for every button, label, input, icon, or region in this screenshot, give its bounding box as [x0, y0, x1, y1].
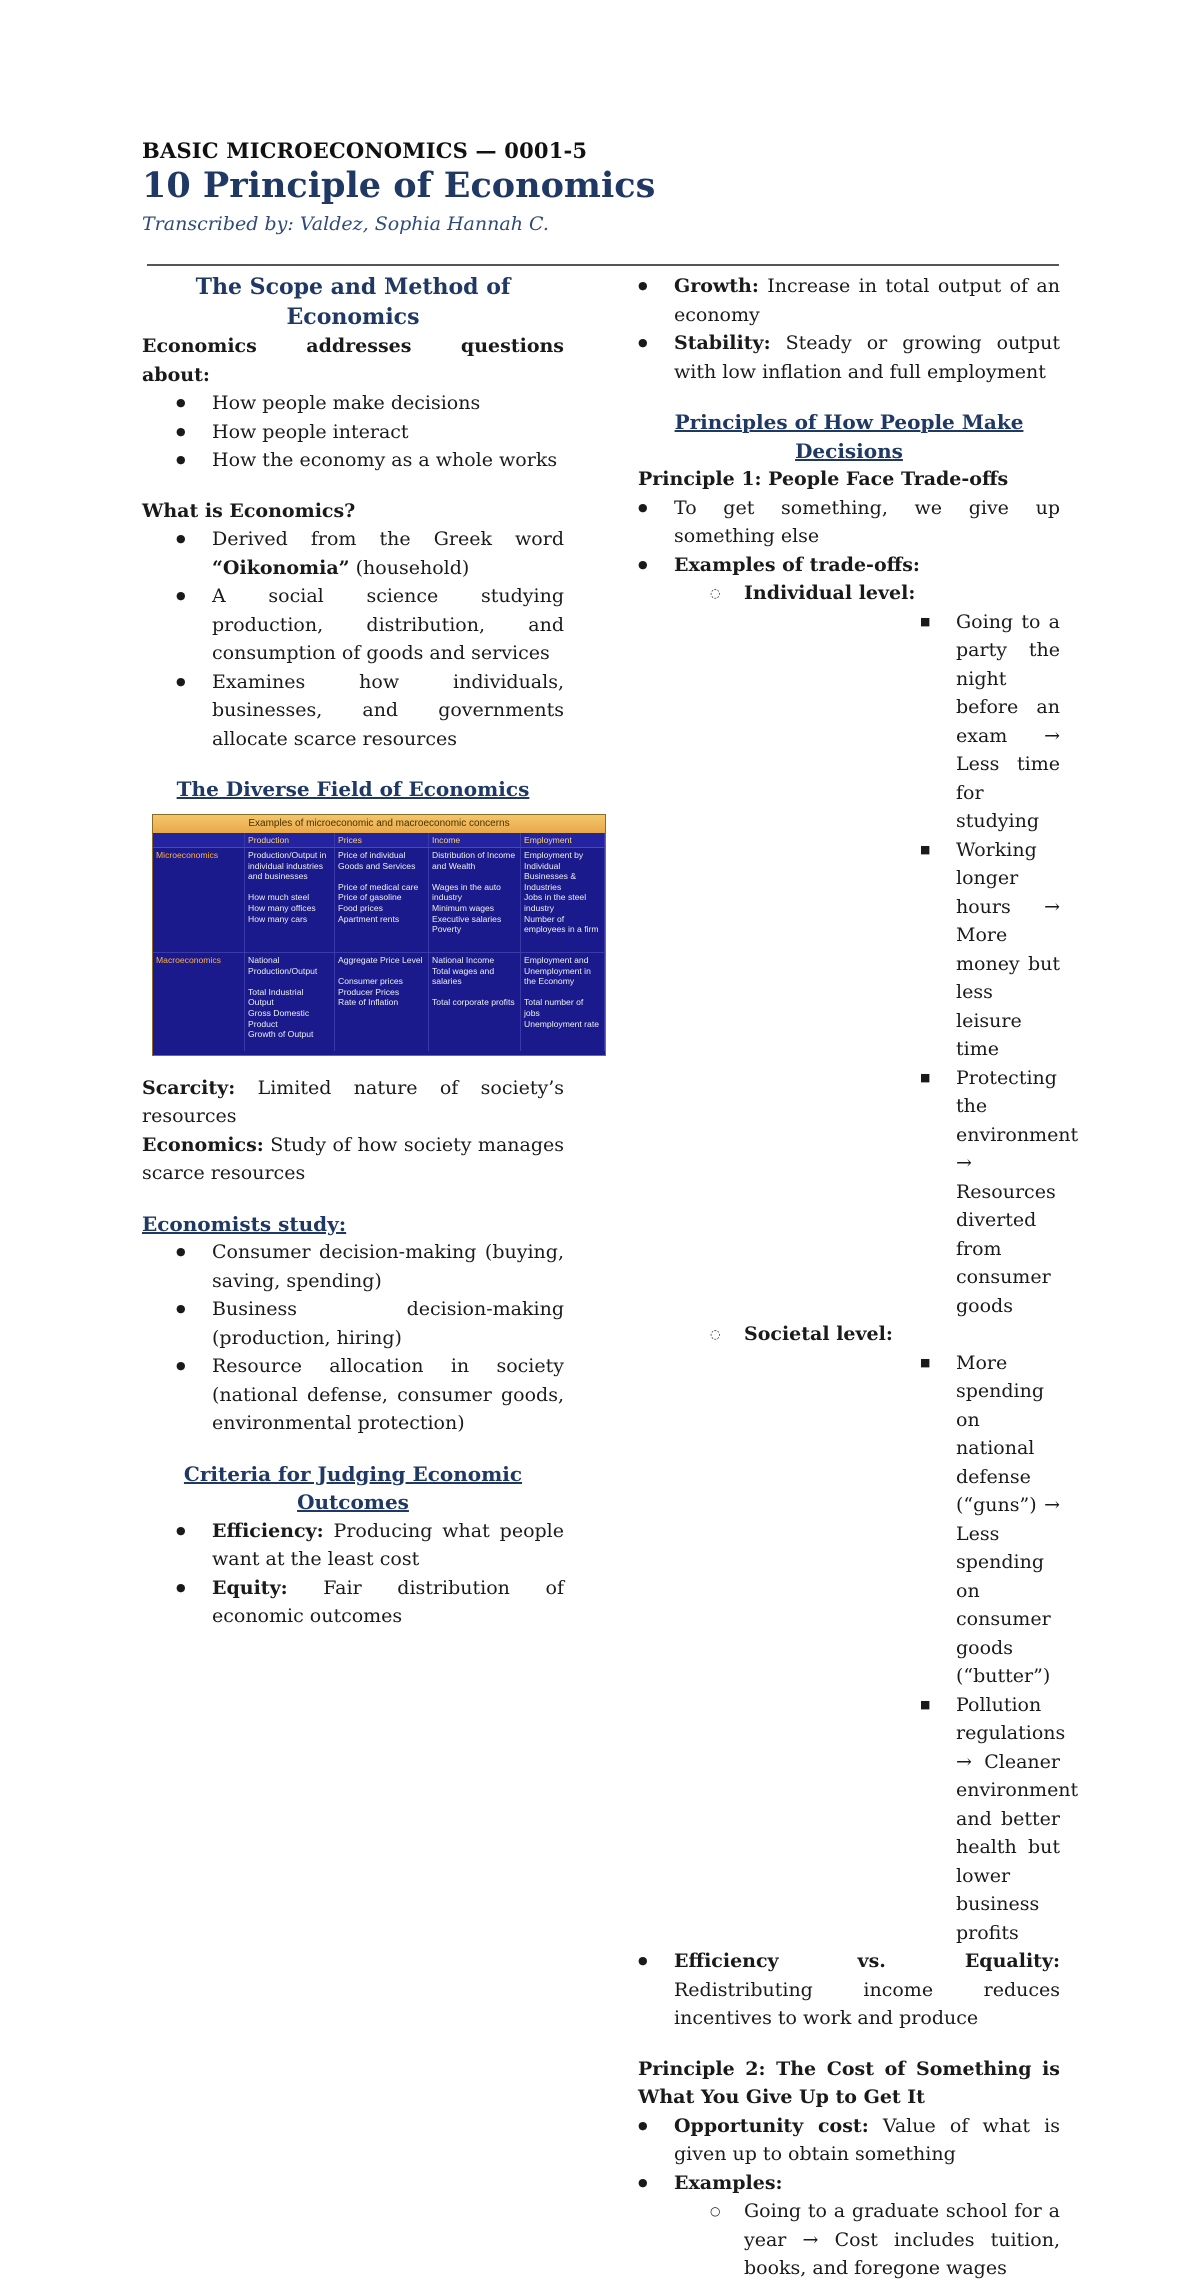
list-item: ■ Pollution regulations → Cleaner environment and better health but lower business profits [884, 1691, 1060, 1948]
figure-cell: National Income Total wages and salaries Total corporate profits [429, 953, 521, 1051]
questions-list [142, 389, 564, 475]
principle-2-title: Principle 2: The Cost of Something is What You Give Up to Get It [638, 2057, 1060, 2108]
figure-header-cell [153, 833, 245, 849]
list-item [604, 2112, 1060, 2169]
header-divider [147, 264, 1059, 266]
figure-cell: Employment and Unemployment in the Economy Total number of jobs Unemployment rate [521, 953, 605, 1051]
list-item [604, 551, 1060, 580]
efficiency-equality-text: Redistributing income reduces incentives to work and produce [674, 1978, 1060, 2029]
figure-header-cell: Income [429, 833, 521, 849]
figure-header-cell: Production [245, 833, 335, 849]
figure-table [153, 833, 605, 1052]
course-title: BASIC MICROECONOMICS — 0001-5 [142, 138, 588, 163]
transcriber-line: Transcribed by: Valdez, Sophia Hannah C. [142, 213, 549, 235]
diverse-field-heading[interactable]: The Diverse Field of Economics [176, 777, 530, 801]
societal-level-label: Societal level: [744, 1323, 893, 1345]
figure-cell: Distribution of Income and Wealth Wages in the auto industry Minimum wages Executive salaries Poverty [429, 848, 521, 953]
definition-list [142, 525, 564, 753]
figure-header-cell: Prices [335, 833, 429, 849]
economics-text: Study of how society manages scarce resources [142, 1133, 564, 1184]
people-decisions-line-1: Principles of How People Make [674, 410, 1024, 434]
principle-1-list [604, 494, 1060, 580]
economics-concerns-figure [152, 814, 606, 1056]
scope-heading [142, 272, 564, 332]
criteria-list-continued [604, 272, 1060, 386]
figure-header-cell: Employment [521, 833, 605, 849]
figure-row-label: Macroeconomics [153, 953, 245, 1051]
efficiency-text: Producing what people want at the least cost [212, 1519, 564, 1570]
figure-cell: Price of individual Goods and Services Price of medical care Price of gasoline Food prices Apartment rents [335, 848, 429, 953]
list-item: ■ More spending on national defense (“guns”) → Less spending on consumer goods (“butter”) [884, 1349, 1060, 1691]
list-item: ● How the economy as a whole works [142, 446, 564, 475]
list-item: ● Examines how individuals, businesses, and governments allocate scarce resources [142, 668, 564, 754]
figure-caption: Examples of microeconomic and macroeconomic concerns [153, 815, 605, 833]
left-column [142, 272, 599, 1631]
page-title: 10 Principle of Economics [142, 165, 656, 206]
economics-definition [142, 1131, 564, 1188]
principle-1-title: Principle 1: People Face Trade-offs [638, 468, 1009, 490]
list-item [604, 2169, 1060, 2198]
criteria-heading[interactable] [142, 1460, 564, 1517]
criteria-list [142, 1517, 564, 1631]
economists-study-heading[interactable]: Economists study: [142, 1211, 347, 1236]
list-item [604, 1947, 1060, 2033]
addresses-line-1: Economics addresses questions [142, 335, 564, 357]
list-item [604, 1320, 1060, 1349]
efficiency-label: Efficiency: [212, 1519, 324, 1542]
principle-1-list-continued [604, 1947, 1060, 2033]
list-item: ● How people make decisions [142, 389, 564, 418]
scope-heading-line-2: Economics [286, 304, 420, 330]
list-item [604, 579, 1060, 608]
criteria-heading-line-2: Outcomes [297, 1490, 409, 1514]
scarcity-definition [142, 1074, 564, 1131]
equity-label: Equity: [212, 1576, 288, 1599]
study-list [142, 1238, 564, 1438]
list-item [604, 272, 1060, 329]
list-item: ● Business decision-making (production, hiring) [142, 1295, 564, 1352]
individual-level-label: Individual level: [744, 582, 916, 604]
list-item: ■ Working longer hours → More money but less leisure time [884, 836, 1060, 1064]
right-column [638, 272, 1079, 2283]
figure-cell: Employment by Individual Businesses & Industries Jobs in the steel industry Number of employees in a firm [521, 848, 605, 953]
scarcity-label: Scarcity: [142, 1076, 236, 1099]
opportunity-cost-text: Value of what is given up to obtain something [674, 2114, 1060, 2165]
document-header [142, 138, 1062, 235]
individual-level-list [744, 608, 1079, 1321]
list-item [142, 1574, 564, 1631]
what-is-heading: What is Economics? [142, 499, 356, 522]
list-item: ● Consumer decision-making (buying, saving, spending) [142, 1238, 564, 1295]
figure-row-label: Microeconomics [153, 848, 245, 953]
societal-level-list [744, 1349, 1079, 1948]
tradeoff-levels [604, 579, 1060, 608]
stability-label: Stability: [674, 332, 771, 354]
list-item [142, 1517, 564, 1574]
growth-text: Increase in total output of an economy [674, 275, 1060, 326]
list-item: ● Resource allocation in society (national defense, consumer goods, environmental protection) [142, 1352, 564, 1438]
examples-list [604, 2197, 1060, 2283]
oikonomia-term: “Oikonomia” [212, 556, 350, 579]
list-item: ● A social science studying production, distribution, and consumption of goods and services [142, 582, 564, 668]
list-item: ● To get something, we give up something else [604, 494, 1060, 551]
figure-cell: National Production/Output Total Industrial Output Gross Domestic Product Growth of Output [245, 953, 335, 1051]
people-decisions-heading[interactable] [638, 408, 1060, 465]
growth-label: Growth: [674, 275, 759, 297]
list-item: ● How people interact [142, 418, 564, 447]
list-item: ■ Going to a party the night before an exam → Less time for studying [884, 608, 1060, 836]
equity-text: Fair distribution of economic outcomes [212, 1576, 564, 1627]
scope-heading-line-1: The Scope and Method of [195, 274, 511, 300]
examples-label: Examples: [674, 2171, 783, 2194]
economics-label: Economics: [142, 1133, 264, 1156]
tradeoff-levels [604, 1320, 1060, 1349]
definition-line: ● Derived from the Greek word [212, 528, 564, 550]
scarcity-text: Limited nature of society’s resources [142, 1076, 564, 1127]
tradeoff-examples-label: Examples of trade-offs: [674, 553, 920, 576]
list-item: ■ Protecting the environment → Resources diverted from consumer goods [884, 1064, 1060, 1321]
figure-cell: Aggregate Price Level Consumer prices Producer Prices Rate of Inflation [335, 953, 429, 1051]
stability-text: Steady or growing output with low inflation and full employment [674, 332, 1060, 383]
efficiency-equality-label: ● Efficiency vs. Equality: [674, 1950, 1060, 1972]
opportunity-cost-label: Opportunity cost: [674, 2114, 869, 2137]
list-item: ○ Going to a graduate school for a year → Cost includes tuition, books, and foregone wages [604, 2197, 1060, 2283]
addresses-line-2: about: [142, 363, 210, 386]
principle-2-list [604, 2112, 1060, 2198]
oikonomia-gloss: (household) [349, 556, 470, 579]
criteria-heading-line-1: Criteria for Judging Economic [183, 1461, 523, 1486]
list-item [142, 525, 564, 582]
list-item [604, 329, 1060, 386]
people-decisions-line-2: Decisions [795, 438, 903, 463]
figure-cell: Production/Output in individual industries and businesses How much steel How many offices How many cars [245, 848, 335, 953]
